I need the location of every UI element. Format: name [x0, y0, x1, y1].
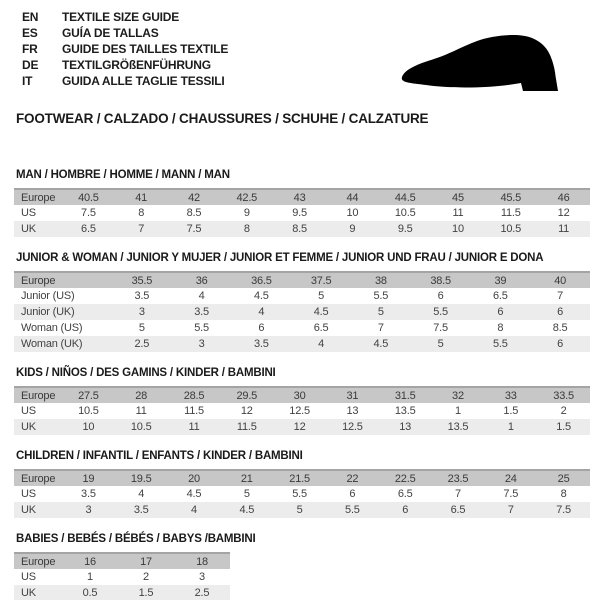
size-cell: 9.5 — [397, 223, 413, 235]
language-code: ES — [22, 26, 38, 40]
size-table — [14, 552, 230, 600]
table-row — [14, 221, 590, 237]
size-cell: 8.5 — [292, 223, 307, 235]
size-cell: 1.5 — [138, 587, 154, 599]
table-row — [14, 569, 230, 585]
size-table — [14, 469, 590, 518]
size-cell: 6 — [258, 322, 265, 334]
size-cell: 43 — [293, 191, 306, 204]
size-cell: 8 — [497, 322, 504, 334]
size-cell: 13 — [399, 421, 412, 433]
size-cell: 5.5 — [292, 488, 307, 500]
size-cell: 9.5 — [292, 207, 307, 219]
size-cell: 2 — [560, 405, 567, 417]
size-cell: 7.5 — [556, 504, 571, 516]
size-cell: 3.5 — [134, 290, 150, 302]
table-row — [14, 419, 590, 435]
row-label: Junior (UK) — [21, 306, 75, 318]
size-cell: 10.5 — [394, 207, 416, 219]
size-cell: 9 — [349, 223, 356, 235]
row-label: US — [21, 571, 36, 583]
size-cell: 10 — [452, 223, 464, 235]
size-cell: 36.5 — [251, 274, 272, 287]
size-tables — [14, 169, 590, 600]
size-cell: 10.5 — [78, 405, 99, 417]
size-cell: 8 — [138, 207, 145, 219]
table-row — [14, 403, 590, 419]
size-cell: 20 — [188, 472, 200, 485]
size-cell: 2.5 — [194, 587, 210, 599]
size-cell: 33 — [504, 389, 517, 402]
size-cell: 32 — [452, 389, 464, 402]
size-cell: 25 — [557, 472, 570, 485]
size-cell: 2 — [143, 571, 149, 583]
size-cell: 44 — [346, 191, 359, 204]
table-row — [14, 304, 590, 320]
size-cell: 8 — [560, 488, 567, 500]
language-list — [22, 9, 228, 89]
size-table-section — [14, 169, 590, 237]
row-label: Europe — [21, 389, 56, 402]
size-cell: 33.5 — [553, 389, 574, 402]
size-cell: 11.5 — [184, 405, 204, 417]
table-row — [14, 320, 590, 336]
size-cell: 6.5 — [313, 322, 329, 334]
language-code: EN — [22, 10, 39, 24]
size-cell: 4.5 — [186, 488, 202, 500]
size-cell: 5.5 — [433, 306, 448, 318]
row-label: US — [21, 207, 36, 219]
size-cell: 11 — [558, 223, 570, 235]
size-cell: 30 — [293, 389, 306, 402]
size-cell: 36 — [195, 274, 208, 287]
table-row — [14, 502, 590, 518]
size-cell: 5.5 — [345, 504, 360, 516]
language-label: GUIDA ALLE TAGLIE TESSILI — [62, 74, 225, 88]
table-row — [14, 585, 230, 600]
size-cell: 5 — [377, 306, 384, 318]
category-heading: FOOTWEAR / CALZADO / CHAUSSURES / SCHUHE / CALZATURE — [16, 111, 429, 126]
row-label: Europe — [21, 191, 56, 204]
size-cell: 4 — [198, 290, 205, 302]
size-cell: 12.5 — [289, 405, 310, 417]
size-cell: 31.5 — [394, 389, 416, 402]
size-cell: 6 — [557, 338, 564, 350]
size-cell: 7 — [455, 488, 461, 500]
size-cell: 28.5 — [183, 389, 205, 402]
row-label: US — [21, 405, 36, 417]
size-cell: 38 — [374, 274, 387, 287]
table-header-row — [14, 189, 590, 205]
size-cell: 35.5 — [131, 274, 153, 287]
size-cell: 5 — [318, 290, 325, 302]
size-cell: 40.5 — [78, 191, 99, 204]
size-cell: 21 — [240, 472, 253, 485]
language-code: IT — [22, 74, 33, 88]
size-cell: 3 — [138, 306, 145, 318]
size-cell: 11 — [135, 405, 147, 417]
size-cell: 7.5 — [433, 322, 448, 334]
size-cell: 6 — [402, 504, 409, 516]
size-cell: 46 — [557, 191, 570, 204]
size-cell: 7.5 — [503, 488, 519, 500]
size-cell: 1 — [87, 571, 93, 583]
size-cell: 37.5 — [310, 274, 332, 287]
size-table-section — [14, 367, 590, 435]
size-cell: 7 — [138, 223, 145, 235]
size-cell: 3.5 — [81, 488, 96, 500]
size-cell: 3 — [85, 504, 92, 516]
size-cell: 22.5 — [394, 472, 416, 485]
size-cell: 9 — [243, 207, 250, 219]
size-cell: 1 — [455, 405, 461, 417]
language-label: GUÍA DE TALLAS — [62, 26, 159, 40]
size-cell: 17 — [140, 555, 152, 568]
size-table-section — [14, 450, 590, 518]
table-title: JUNIOR & WOMAN / JUNIOR Y MUJER / JUNIOR ET FEMME / JUNIOR UND FRAU / JUNIOR E DONA — [16, 252, 544, 264]
size-cell: 16 — [84, 555, 96, 568]
row-label: Woman (US) — [21, 322, 83, 334]
size-cell: 23.5 — [447, 472, 469, 485]
size-cell: 5.5 — [373, 290, 389, 302]
size-cell: 13 — [346, 405, 359, 417]
size-cell: 31 — [346, 389, 359, 402]
size-cell: 42.5 — [236, 191, 258, 204]
language-label: GUIDE DES TAILLES TEXTILE — [62, 42, 229, 56]
size-cell: 1 — [507, 421, 514, 433]
size-cell: 45 — [452, 191, 464, 204]
size-cell: 6.5 — [397, 488, 413, 500]
language-row-fr — [22, 41, 228, 57]
table-row — [14, 336, 590, 352]
size-table — [14, 386, 590, 435]
size-cell: 2.5 — [134, 338, 150, 350]
size-cell: 7 — [507, 504, 514, 516]
table-row — [14, 288, 590, 304]
table-title: BABIES / BEBÉS / BÉBÉS / BABYS /BAMBINI — [16, 533, 256, 545]
size-cell: 11 — [188, 421, 200, 433]
size-cell: 3.5 — [194, 306, 209, 318]
size-cell: 7.5 — [81, 207, 96, 219]
size-cell: 12 — [557, 207, 570, 219]
size-cell: 4.5 — [254, 290, 269, 302]
size-cell: 6 — [349, 488, 356, 500]
row-label: UK — [21, 587, 36, 599]
language-row-it — [22, 73, 228, 89]
size-cell: 6 — [437, 290, 444, 302]
shoe-icon — [396, 33, 572, 95]
size-cell: 21.5 — [289, 472, 310, 485]
size-cell: 18 — [196, 555, 208, 568]
size-cell: 6 — [557, 306, 564, 318]
row-label: Europe — [21, 274, 56, 287]
size-cell: 8.5 — [552, 322, 568, 334]
size-table — [14, 188, 590, 237]
size-cell: 44.5 — [394, 191, 416, 204]
size-cell: 4 — [191, 504, 197, 516]
table-header-row — [14, 387, 590, 403]
table-header-row — [14, 272, 590, 288]
size-cell: 5.5 — [493, 338, 508, 350]
size-cell: 6.5 — [493, 290, 508, 302]
row-label: Woman (UK) — [21, 338, 83, 350]
size-cell: 10.5 — [500, 223, 522, 235]
size-cell: 1.5 — [556, 421, 571, 433]
size-cell: 10 — [346, 207, 359, 219]
size-cell: 5 — [243, 488, 250, 500]
size-table — [14, 271, 590, 352]
size-cell: 42 — [188, 191, 200, 204]
row-label: Europe — [21, 555, 56, 568]
size-cell: 19.5 — [130, 472, 152, 485]
language-row-en — [22, 9, 228, 25]
size-cell: 3 — [198, 338, 205, 350]
size-cell: 39 — [494, 274, 507, 287]
size-cell: 41 — [135, 191, 148, 204]
size-cell: 7 — [557, 290, 564, 302]
size-cell: 7.5 — [186, 223, 202, 235]
size-cell: 7 — [377, 322, 384, 334]
table-header-row — [14, 470, 590, 486]
size-table-section — [14, 252, 590, 352]
size-cell: 28 — [135, 389, 148, 402]
size-cell: 27.5 — [78, 389, 99, 402]
size-cell: 11 — [452, 207, 464, 219]
size-cell: 10.5 — [130, 421, 152, 433]
size-cell: 8.5 — [186, 207, 202, 219]
size-cell: 11.5 — [236, 421, 257, 433]
table-title: CHILDREN / INFANTIL / ENFANTS / KINDER / BAMBINI — [16, 450, 303, 462]
language-row-es — [22, 25, 228, 41]
size-cell: 10 — [82, 421, 95, 433]
row-label: US — [21, 488, 36, 500]
table-row — [14, 486, 590, 502]
size-cell: 5 — [138, 322, 145, 334]
size-cell: 22 — [346, 472, 359, 485]
size-cell: 4.5 — [239, 504, 255, 516]
row-label: UK — [21, 421, 36, 433]
size-cell: 3 — [199, 571, 205, 583]
size-cell: 0.5 — [82, 587, 98, 599]
table-title: MAN / HOMBRE / HOMME / MANN / MAN — [16, 169, 230, 181]
size-cell: 1.5 — [503, 405, 519, 417]
size-cell: 4 — [318, 338, 325, 350]
row-label: Junior (US) — [21, 290, 75, 302]
size-cell: 19 — [82, 472, 95, 485]
size-table-section — [14, 533, 590, 600]
size-cell: 24 — [504, 472, 517, 485]
row-label: UK — [21, 223, 36, 235]
table-title: KIDS / NIÑOS / DES GAMINS / KINDER / BAMBINI — [16, 367, 276, 379]
size-cell: 5.5 — [194, 322, 209, 334]
size-cell: 13.5 — [394, 405, 416, 417]
size-cell: 4.5 — [373, 338, 389, 350]
size-cell: 4 — [258, 306, 265, 318]
size-cell: 5 — [296, 504, 303, 516]
language-label: TEXTILGRÖßENFÜHRUNG — [62, 58, 211, 72]
size-cell: 3.5 — [133, 504, 149, 516]
table-header-row — [14, 553, 230, 569]
size-cell: 6 — [497, 306, 504, 318]
size-cell: 8 — [243, 223, 250, 235]
size-cell: 4.5 — [313, 306, 329, 318]
size-cell: 12 — [240, 405, 253, 417]
size-cell: 3.5 — [254, 338, 269, 350]
language-label: TEXTILE SIZE GUIDE — [62, 10, 180, 24]
row-label: Europe — [21, 472, 56, 485]
table-row — [14, 205, 590, 221]
language-row-de — [22, 57, 228, 73]
size-cell: 6.5 — [450, 504, 466, 516]
size-cell: 13.5 — [447, 421, 469, 433]
size-cell: 5 — [437, 338, 444, 350]
size-cell: 38.5 — [430, 274, 451, 287]
language-code: FR — [22, 42, 38, 56]
size-cell: 11.5 — [500, 207, 521, 219]
size-cell: 6.5 — [81, 223, 96, 235]
size-cell: 12 — [293, 421, 306, 433]
size-cell: 12.5 — [342, 421, 363, 433]
size-cell: 29.5 — [236, 389, 258, 402]
size-cell: 45.5 — [500, 191, 522, 204]
language-code: DE — [22, 58, 39, 72]
row-label: UK — [21, 504, 36, 516]
size-cell: 40 — [554, 274, 567, 287]
size-cell: 4 — [138, 488, 145, 500]
